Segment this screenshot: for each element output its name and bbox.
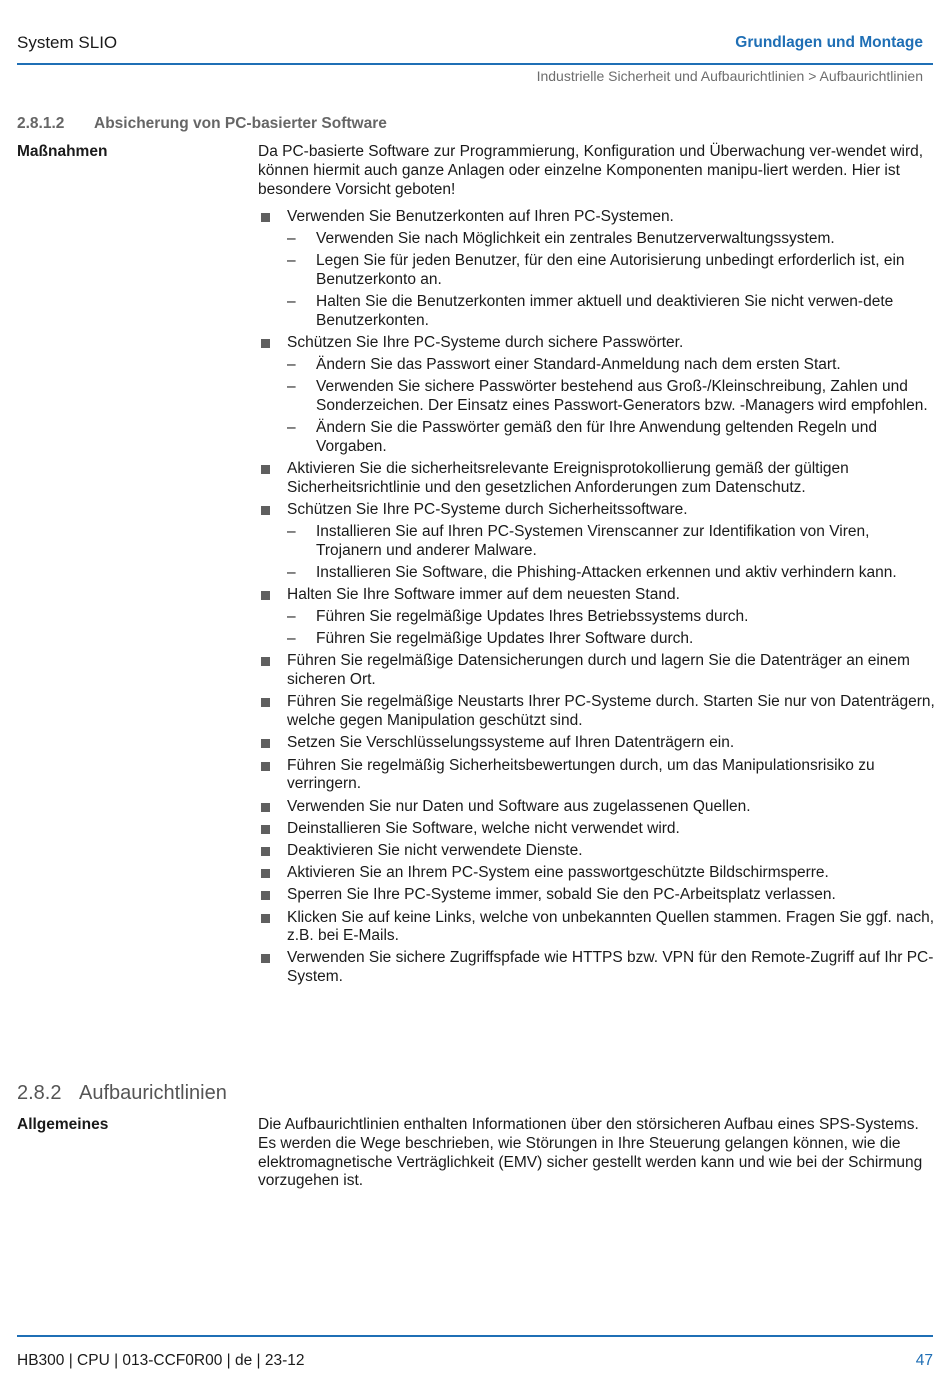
sub-list-item (287, 293, 938, 331)
square-bullet-icon (261, 339, 270, 348)
list-item (258, 208, 938, 331)
dash-bullet-icon: – (287, 419, 296, 437)
list-item (258, 909, 938, 947)
list-item-text: Führen Sie regelmäßig Sicherheitsbewertungen durch, um das Manipulationsrisiko zu verringern. (287, 756, 875, 793)
list-item-text: Schützen Sie Ihre PC-Systeme durch sichere Passwörter. (287, 334, 684, 352)
square-bullet-icon (261, 465, 270, 474)
dash-bullet-icon: – (287, 230, 296, 248)
list-item (258, 334, 938, 457)
header-divider (17, 63, 933, 65)
sub-list-item-text: Führen Sie regelmäßige Updates Ihres Betriebssystems durch. (316, 608, 749, 626)
side-label-allgemeines: Allgemeines (17, 1116, 109, 1133)
section-number: 2.8.2 (17, 1082, 62, 1104)
dash-bullet-icon: – (287, 293, 296, 311)
header-chapter: Grundlagen und Montage (735, 34, 923, 51)
dash-bullet-icon: – (287, 523, 296, 541)
list-item-text: Halten Sie Ihre Software immer auf dem neuesten Stand. (287, 586, 680, 604)
square-bullet-icon (261, 506, 270, 515)
sub-list (287, 230, 938, 331)
sub-list-item-text: Verwenden Sie nach Möglichkeit ein zentrales Benutzerverwaltungssystem. (316, 230, 835, 248)
square-bullet-icon (261, 869, 270, 878)
subsection-title: Absicherung von PC-basierter Software (94, 115, 387, 132)
square-bullet-icon (261, 739, 270, 748)
sub-list (287, 356, 938, 457)
list-item-text: Setzen Sie Verschlüsselungssysteme auf Ihren Datenträgern ein. (287, 734, 735, 752)
square-bullet-icon (261, 891, 270, 900)
sub-list-item-text: Verwenden Sie sichere Passwörter bestehend aus Groß-/Kleinschreibung, Zahlen und Sonderzeichen. Der Einsatz eines Passwort-Generators bzw. -Managers wird empfohlen. (316, 378, 928, 415)
sub-list-item-text: Ändern Sie das Passwort einer Standard-Anmeldung nach dem ersten Start. (316, 356, 841, 374)
list-item (258, 586, 938, 649)
sub-list-item (287, 608, 938, 627)
sub-list-item-text: Ändern Sie die Passwörter gemäß den für Ihre Anwendung geltenden Regeln und Vorgaben. (316, 419, 877, 456)
section-heading (17, 1082, 227, 1105)
sub-list (287, 608, 938, 649)
list-item-text: Deaktivieren Sie nicht verwendete Dienste. (287, 841, 583, 859)
square-bullet-icon (261, 657, 270, 666)
square-bullet-icon (261, 825, 270, 834)
sub-list-item-text: Halten Sie die Benutzerkonten immer aktuell und deaktivieren Sie nicht verwen-dete Benutzerkonten. (316, 293, 894, 330)
square-bullet-icon (261, 591, 270, 600)
list-item-text: Verwenden Sie nur Daten und Software aus zugelassenen Quellen. (287, 797, 751, 815)
square-bullet-icon (261, 954, 270, 963)
list-item (258, 501, 938, 583)
section-title: Aufbaurichtlinien (79, 1082, 227, 1104)
sub-list-item (287, 419, 938, 457)
sub-list-item-text: Installieren Sie Software, die Phishing-Attacken erkennen und aktiv verhindern kann. (316, 564, 897, 582)
intro-paragraph: Da PC-basierte Software zur Programmierung, Konfiguration und Überwachung ver-wendet wird, können hiermit auch ganze Anlagen oder einzelne Komponenten manipu-liert werden. Hier ist besondere Vorsicht geboten! (258, 143, 924, 198)
footer-document-id: HB300 | CPU | 013-CCF0R00 | de | 23-12 (17, 1352, 305, 1369)
list-item-text: Aktivieren Sie die sicherheitsrelevante Ereignisprotokollierung gemäß der gültigen Sicherheitsrichtlinie und den gesetzlichen Anforderungen zum Datenschutz. (287, 460, 849, 497)
sub-list (287, 523, 938, 583)
list-item (258, 864, 938, 883)
list-item (258, 693, 938, 731)
list-item-text: Sperren Sie Ihre PC-Systeme immer, sobald Sie den PC-Arbeitsplatz verlassen. (287, 886, 836, 904)
list-item (258, 820, 938, 839)
sub-list-item (287, 523, 938, 561)
list-item-text: Verwenden Sie Benutzerkonten auf Ihren PC-Systemen. (287, 208, 674, 226)
square-bullet-icon (261, 213, 270, 222)
subsection-number: 2.8.1.2 (17, 115, 65, 132)
page-number: 47 (915, 1352, 933, 1369)
list-item-text: Klicken Sie auf keine Links, welche von unbekannten Quellen stammen. Fragen Sie ggf. nach, z.B. bei E-Mails. (287, 908, 935, 945)
dash-bullet-icon: – (287, 252, 296, 270)
list-item (258, 886, 938, 905)
dash-bullet-icon: – (287, 356, 296, 374)
footer-divider (17, 1335, 933, 1337)
list-item-text: Verwenden Sie sichere Zugriffspfade wie HTTPS bzw. VPN für den Remote-Zugriff auf Ihr PC-System. (287, 949, 934, 986)
list-item (258, 842, 938, 861)
square-bullet-icon (261, 698, 270, 707)
header-product: System SLIO (17, 33, 118, 52)
square-bullet-icon (261, 847, 270, 856)
square-bullet-icon (261, 803, 270, 812)
breadcrumb: Industrielle Sicherheit und Aufbaurichtlinien > Aufbaurichtlinien (536, 68, 923, 84)
list-item-text: Schützen Sie Ihre PC-Systeme durch Sicherheitssoftware. (287, 501, 688, 519)
section-paragraph: Die Aufbaurichtlinien enthalten Informationen über den störsicheren Aufbau eines SPS-Systems. Es werden die Wege beschrieben, wie Störungen in Ihre Steuerung gelangen können, wie die elektromagnetische Verträglichkeit (EMV) sicher gestellt werden kann und wie bei der Schirmung vorzugehen ist. (258, 1116, 923, 1190)
list-item-text: Führen Sie regelmäßige Datensicherungen durch und lagern Sie die Datenträger an einem sicheren Ort. (287, 652, 910, 689)
dash-bullet-icon: – (287, 378, 296, 396)
list-item-text: Führen Sie regelmäßige Neustarts Ihrer PC-Systeme durch. Starten Sie nur von Datenträgern, welche gegen Manipulation geschützt sind. (287, 693, 935, 730)
measures-list (258, 208, 938, 987)
square-bullet-icon (261, 762, 270, 771)
list-item (258, 652, 938, 690)
list-item-text: Aktivieren Sie an Ihrem PC-System eine passwortgeschützte Bildschirmsperre. (287, 864, 829, 882)
dash-bullet-icon: – (287, 564, 296, 582)
list-item (258, 734, 938, 753)
list-item-text: Deinstallieren Sie Software, welche nicht verwendet wird. (287, 819, 680, 837)
sub-list-item (287, 564, 938, 583)
sub-list-item-text: Installieren Sie auf Ihren PC-Systemen Virenscanner zur Identifikation von Viren, Trojanern und anderer Malware. (316, 523, 870, 559)
sub-list-item (287, 356, 938, 375)
sub-list-item (287, 630, 938, 649)
list-item (258, 757, 938, 795)
square-bullet-icon (261, 914, 270, 923)
sub-list-item (287, 252, 938, 290)
sub-list-item (287, 230, 938, 249)
list-item (258, 949, 938, 987)
sub-list-item (287, 378, 938, 416)
sub-list-item-text: Führen Sie regelmäßige Updates Ihrer Software durch. (316, 630, 694, 648)
side-label-massnahmen: Maßnahmen (17, 143, 108, 160)
dash-bullet-icon: – (287, 608, 296, 626)
subsection-heading (17, 115, 387, 133)
list-item (258, 798, 938, 817)
measures-content (258, 143, 938, 990)
list-item (258, 460, 938, 498)
sub-list-item-text: Legen Sie für jeden Benutzer, für den eine Autorisierung unbedingt erforderlich ist, ein Benutzerkonto an. (316, 252, 905, 289)
dash-bullet-icon: – (287, 630, 296, 648)
